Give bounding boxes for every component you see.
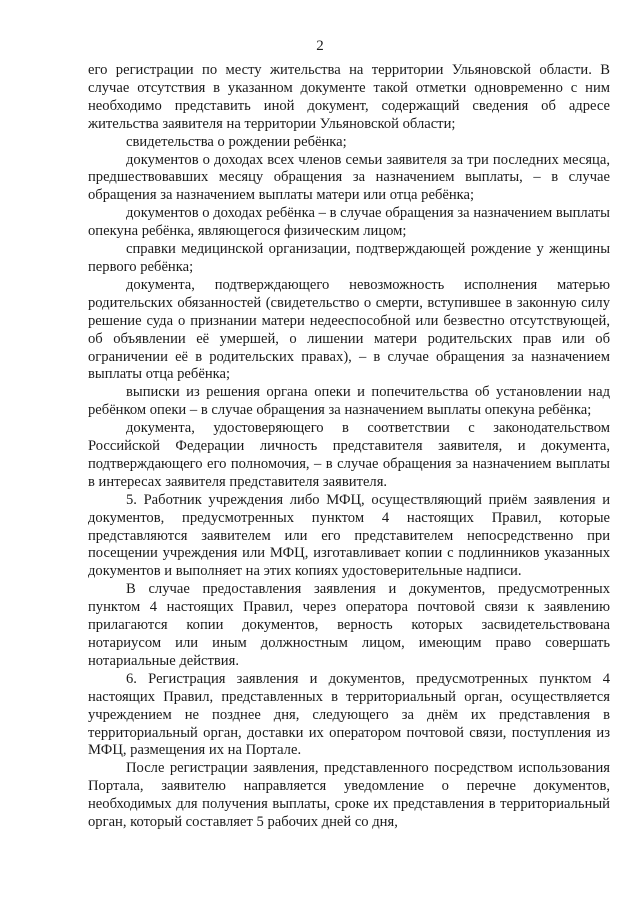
paragraph: документов о доходах всех членов семьи заявителя за три последних месяца, предшествовавших месяцу обращения за назначением выплаты, – в случае обращения за назначением выплаты матери или отца ребёнка;: [88, 151, 610, 204]
paragraph: выписки из решения органа опеки и попечительства об установлении над ребёнком опеки – в случае обращения за назначением выплаты опекуна ребёнка;: [88, 384, 610, 419]
paragraph: документа, удостоверяющего в соответствии с законодательством Российской Федерации личность представителя заявителя, и документа, подтверждающего его полномочия, – в случае обращения за назначением выплаты в интересах заявителя представителя заявителя.: [88, 420, 610, 490]
paragraph: 5. Работник учреждения либо МФЦ, осуществляющий приём заявления и документов, предусмотренных пунктом 4 настоящих Правил, которые представляются заявителем или его представителем непосредственно при посещении учреждения или МФЦ, изготавливает копии с подлинников указанных документов и выполняет на этих копиях удостоверительные надписи.: [88, 491, 610, 580]
paragraph: свидетельства о рождении ребёнка;: [126, 133, 347, 150]
paragraph: документов о доходах ребёнка – в случае обращения за назначением выплаты опекуна ребёнка, являющегося физическим лицом;: [88, 205, 610, 240]
paragraph: После регистрации заявления, представленного посредством использования Портала, заявителю направляется уведомление о перечне документов, необходимых для получения выплаты, сроке их представления в территориальный орган, который составляет 5 рабочих дней со дня,: [88, 760, 610, 831]
paragraph: документа, подтверждающего невозможность исполнения матерью родительских обязанностей (свидетельство о смерти, вступившее в законную силу решение суда о признании матери недееспособной или безвестно отсутствующей, об объявлении её умершей, о лишении матери родительских прав или об ограничении её в родительских правах), – в случае обращения за назначением выплаты отца ребёнка;: [88, 276, 610, 383]
paragraph: В случае предоставления заявления и документов, предусмотренных пунктом 4 настоящих Правил, через оператора почтовой связи к заявлению прилагаются копии документов, верность которых засвидетельствована нотариусом или иным должностным лицом, имеющим право совершать нотариальные действия.: [88, 581, 610, 669]
page-number: 2: [316, 38, 324, 54]
paragraph: его регистрации по месту жительства на территории Ульяновской области. В случае отсутствия в указанном документе такой отметки одновременно с ним необходимо представить иной документ, содержащий сведения об адресе жительства заявителя на территории Ульяновской области;: [88, 62, 610, 132]
document-body: [88, 62, 610, 832]
paragraph: 6. Регистрация заявления и документов, предусмотренных пунктом 4 настоящих Правил, представленных в территориальный орган, осуществляется учреждением не позднее дня, следующего за днём их представления в территориальный орган, доставки их оператором почтовой связи, поступления из МФЦ, размещения их на Портале.: [88, 670, 610, 759]
paragraph: справки медицинской организации, подтверждающей рождение у женщины первого ребёнка;: [88, 241, 610, 275]
